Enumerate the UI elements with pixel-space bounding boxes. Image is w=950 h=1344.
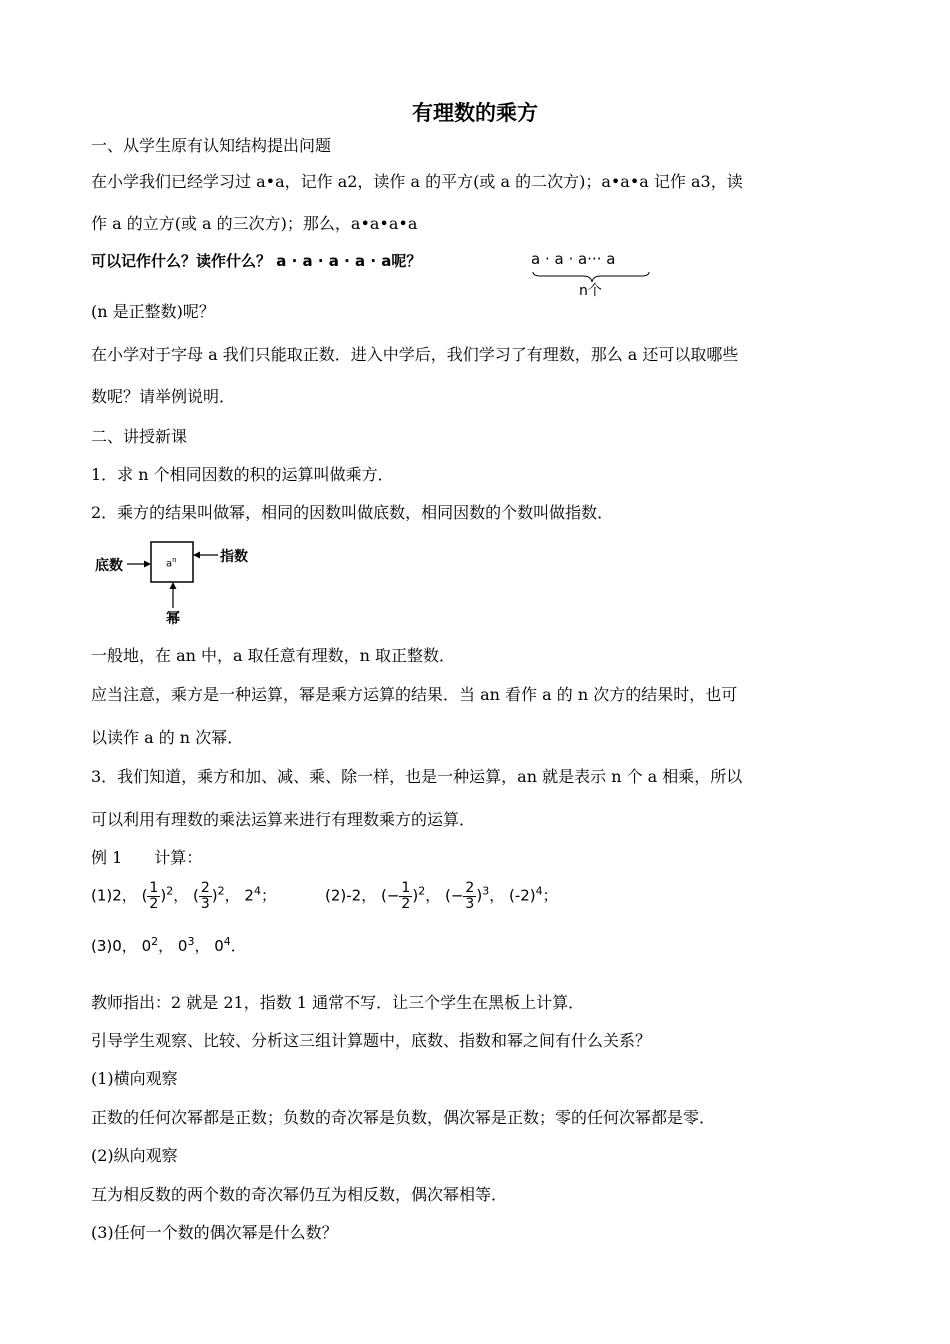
row-label: (1)2， [91, 886, 137, 905]
example-row-1: (1)2， ( $\frac{1}{2}$ )$^2$， ( $\frac{2}{3}$ )$^2$， $2^4$； [91, 880, 276, 912]
n-count-label: n个 [579, 283, 602, 299]
paragraph-line: 以读作 a 的 n 次幂． [91, 728, 244, 747]
exponent-label: 指数 [220, 549, 248, 565]
power-terms-diagram [90, 534, 260, 628]
paragraph-line: 2．乘方的结果叫做幂，相同的因数叫做底数，相同因数的个数叫做指数． [91, 503, 614, 522]
fraction: $\frac{1}{2}$ [401, 880, 411, 912]
page-title: 有理数的乘方 [412, 101, 538, 125]
row-label: (3)0， [91, 937, 137, 955]
section-heading-1: 一、从学生原有认知结构提出问题 [91, 136, 332, 155]
paragraph-line: (1)横向观察 [91, 1069, 178, 1088]
paragraph-line: 应当注意，乘方是一种运算，幂是乘方运算的结果．当 an 看作 a 的 n 次方的结果时，也可 [91, 685, 738, 704]
paragraph-line: 数呢？请举例说明． [91, 387, 236, 406]
paragraph-line: 1．求 n 个相同因数的积的运算叫做乘方． [91, 465, 394, 484]
paragraph-line: (n 是正整数)呢？ [91, 302, 215, 321]
paragraph-line: (2)纵向观察 [91, 1146, 178, 1165]
paragraph-line: 在小学我们已经学习过 a•a，记作 a2，读作 a 的平方(或 a 的二次方)；a•a•a 记作 a3，读 [91, 172, 743, 191]
question-line: 可以记作什么？读作什么？ a · a · a · a · a呢？ [91, 252, 422, 270]
paragraph-line: 3．我们知道，乘方和加、减、乘、除一样，也是一种运算，an 就是表示 n 个 a 相乘，所以 [91, 767, 743, 786]
base-label: 底数 [95, 558, 123, 574]
fraction: $\frac{2}{3}$ [200, 880, 210, 912]
power-label: 幂 [166, 611, 180, 627]
paragraph-line: 教师指出：2 就是 21，指数 1 通常不写．让三个学生在黑板上计算． [91, 993, 585, 1012]
paragraph-line: 引导学生观察、比较、分析这三组计算题中，底数、指数和幂之间有什么关系？ [91, 1031, 652, 1050]
n-factors-expression [531, 250, 653, 298]
example-heading: 例 1 计算： [91, 848, 203, 867]
section-heading-2: 二、讲授新课 [91, 427, 188, 446]
fraction: $\frac{1}{2}$ [149, 880, 159, 912]
box-expression: $a^n$ [166, 556, 177, 570]
fraction: $\frac{2}{3}$ [465, 880, 475, 912]
paragraph-line: 一般地，在 an 中，a 取任意有理数，n 取正整数． [91, 646, 456, 665]
paragraph-line: 可以利用有理数的乘法运算来进行有理数乘方的运算． [91, 810, 476, 829]
example-row-3: (3)0， $0^2$， $0^3$， $0^4$． [91, 935, 246, 955]
row-label: (2)-2， [325, 886, 377, 905]
paragraph-line: 在小学对于字母 a 我们只能取正数．进入中学后，我们学习了有理数，那么 a 还可以取哪些 [91, 345, 739, 364]
paragraph-line: 互为相反数的两个数的奇次幂仍互为相反数，偶次幂相等． [91, 1185, 508, 1204]
paragraph-line: 正数的任何次幂都是正数；负数的奇次幂是负数，偶次幂是正数；零的任何次幂都是零． [91, 1108, 716, 1127]
product-expression: a · a · a··· a [531, 250, 616, 268]
example-row-2: (2)-2， (− $\frac{1}{2}$ )$^2$， (− $\frac{2}{3}$ )$^3$， $(-2)^4$； [325, 880, 558, 912]
paragraph-line: 作 a 的立方(或 a 的三次方)；那么，a•a•a•a [91, 214, 418, 233]
paragraph-line: (3)任何一个数的偶次幂是什么数？ [91, 1223, 338, 1242]
